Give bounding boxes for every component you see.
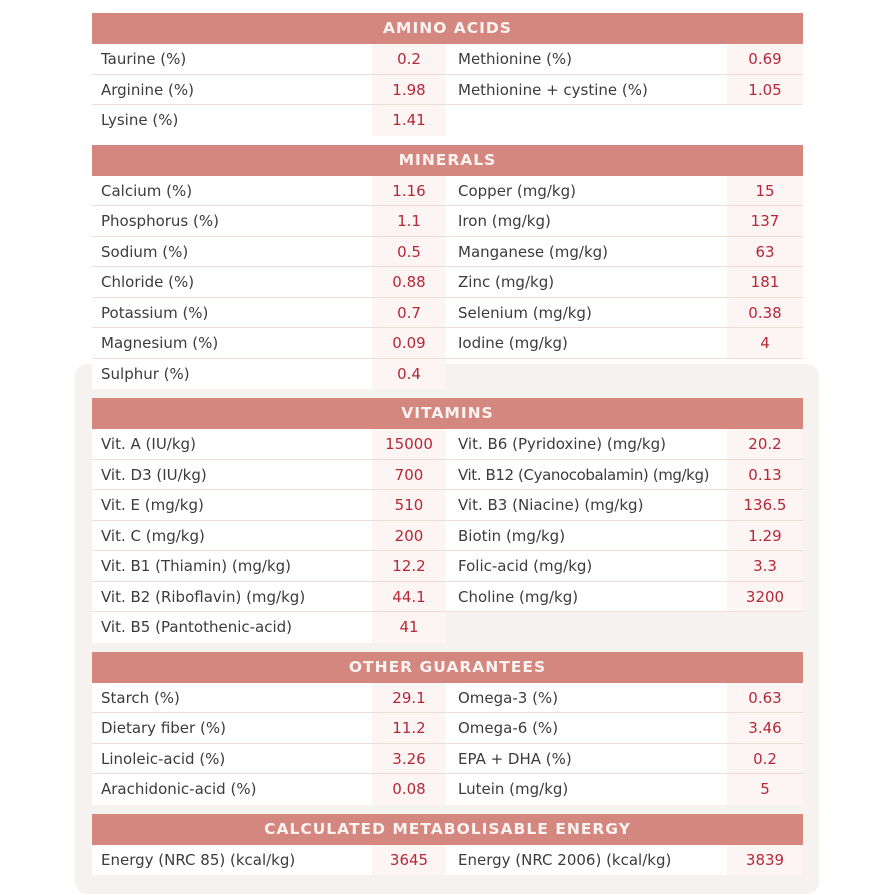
table-row [92,845,803,876]
nutrient-value: 44.1 [372,582,446,613]
nutrient-label: Choline (mg/kg) [446,582,727,613]
nutrient-label: Vit. D3 (IU/kg) [92,460,372,491]
nutrient-label: Methionine (%) [446,44,727,75]
nutrient-value [727,612,803,643]
nutrient-label: Vit. B3 (Niacine) (mg/kg) [446,490,727,521]
section-header: VITAMINS [92,398,803,429]
nutrient-value: 700 [372,460,446,491]
section-header: AMINO ACIDS [92,13,803,44]
nutrient-label: Lysine (%) [92,105,372,136]
nutrient-value: 510 [372,490,446,521]
table-row [92,551,803,582]
table-row [92,176,803,207]
nutrient-label: Iron (mg/kg) [446,206,727,237]
nutrient-label [446,105,727,136]
nutrient-value: 20.2 [727,429,803,460]
table-row [92,75,803,106]
nutrient-value: 1.05 [727,75,803,106]
nutrient-label [446,359,727,390]
nutrient-label: Energy (NRC 2006) (kcal/kg) [446,845,727,876]
nutrient-value: 1.29 [727,521,803,552]
table-row [92,490,803,521]
nutrient-label: Manganese (mg/kg) [446,237,727,268]
table-row [92,521,803,552]
nutrient-label: Starch (%) [92,683,372,714]
nutrient-label: Potassium (%) [92,298,372,329]
nutrient-value: 181 [727,267,803,298]
nutrient-value: 41 [372,612,446,643]
nutrient-value: 0.09 [372,328,446,359]
nutrient-value: 0.63 [727,683,803,714]
nutrient-value: 0.2 [727,744,803,775]
table-row [92,105,803,136]
table-row [92,582,803,613]
nutrient-label: Vit. B2 (Riboflavin) (mg/kg) [92,582,372,613]
nutrient-value: 0.7 [372,298,446,329]
nutrient-value: 0.13 [727,460,803,491]
nutrient-label: EPA + DHA (%) [446,744,727,775]
nutrient-label: Linoleic-acid (%) [92,744,372,775]
nutrient-value: 4 [727,328,803,359]
nutrient-value: 0.5 [372,237,446,268]
nutrient-value: 0.38 [727,298,803,329]
nutrient-value: 137 [727,206,803,237]
table-row [92,429,803,460]
section-amino-acids [92,13,803,136]
nutrient-value: 0.08 [372,774,446,805]
nutrient-value: 3.26 [372,744,446,775]
section-calculated-metabolisable-energy [92,814,803,876]
nutrient-label: Calcium (%) [92,176,372,207]
nutrient-value: 1.98 [372,75,446,106]
nutrient-label: Dietary fiber (%) [92,713,372,744]
table-row [92,713,803,744]
nutrient-value: 3200 [727,582,803,613]
nutrient-label: Vit. C (mg/kg) [92,521,372,552]
section-rows [92,44,803,136]
nutrient-value: 200 [372,521,446,552]
table-row [92,744,803,775]
table-row [92,328,803,359]
table-row [92,267,803,298]
section-rows [92,683,803,805]
nutrient-label: Folic-acid (mg/kg) [446,551,727,582]
nutrient-value: 1.1 [372,206,446,237]
nutrient-label: Omega-6 (%) [446,713,727,744]
nutrient-label [446,612,727,643]
nutrient-label: Copper (mg/kg) [446,176,727,207]
section-header: OTHER GUARANTEES [92,652,803,683]
section-header: MINERALS [92,145,803,176]
nutrient-value: 3.3 [727,551,803,582]
nutrient-label: Lutein (mg/kg) [446,774,727,805]
nutrient-value: 15 [727,176,803,207]
nutrient-label: Vit. E (mg/kg) [92,490,372,521]
section-vitamins [92,398,803,643]
nutrient-value [727,359,803,390]
nutrient-value: 3645 [372,845,446,876]
nutrient-label: Vit. B5 (Pantothenic-acid) [92,612,372,643]
nutrient-label: Sodium (%) [92,237,372,268]
nutrient-value: 136.5 [727,490,803,521]
nutrient-value: 3.46 [727,713,803,744]
nutrient-label: Sulphur (%) [92,359,372,390]
nutrient-label: Magnesium (%) [92,328,372,359]
nutrient-label: Vit. A (IU/kg) [92,429,372,460]
nutrient-label: Iodine (mg/kg) [446,328,727,359]
nutrient-label: Selenium (mg/kg) [446,298,727,329]
section-header: CALCULATED METABOLISABLE ENERGY [92,814,803,845]
nutrient-label: Zinc (mg/kg) [446,267,727,298]
nutrient-value: 1.41 [372,105,446,136]
nutrient-label: Methionine + cystine (%) [446,75,727,106]
nutrient-label: Vit. B6 (Pyridoxine) (mg/kg) [446,429,727,460]
nutrient-label: Taurine (%) [92,44,372,75]
nutrient-value: 0.69 [727,44,803,75]
nutrient-value: 1.16 [372,176,446,207]
nutrient-value: 11.2 [372,713,446,744]
section-other-guarantees [92,652,803,805]
nutrient-value: 12.2 [372,551,446,582]
table-row [92,359,803,390]
table-row [92,206,803,237]
nutrient-value: 5 [727,774,803,805]
nutrient-label: Vit. B1 (Thiamin) (mg/kg) [92,551,372,582]
table-row [92,237,803,268]
nutrient-value: 3839 [727,845,803,876]
nutrient-label: Phosphorus (%) [92,206,372,237]
table-row [92,683,803,714]
nutrient-value: 0.4 [372,359,446,390]
section-rows [92,176,803,390]
section-minerals [92,145,803,390]
nutrient-label: Omega-3 (%) [446,683,727,714]
nutrient-label: Arachidonic-acid (%) [92,774,372,805]
nutrient-value: 63 [727,237,803,268]
nutrient-label: Energy (NRC 85) (kcal/kg) [92,845,372,876]
table-row [92,298,803,329]
nutrient-value: 0.88 [372,267,446,298]
nutrient-value: 15000 [372,429,446,460]
table-row [92,612,803,643]
nutrient-value: 0.2 [372,44,446,75]
nutrient-label: Vit. B12 (Cyanocobalamin) (mg/kg) [446,460,727,491]
nutrient-label: Chloride (%) [92,267,372,298]
table-row [92,460,803,491]
nutrient-value [727,105,803,136]
table-row [92,774,803,805]
nutrient-value: 29.1 [372,683,446,714]
nutrition-table [92,13,803,884]
section-rows [92,429,803,643]
table-row [92,44,803,75]
nutrient-label: Arginine (%) [92,75,372,106]
nutrient-label: Biotin (mg/kg) [446,521,727,552]
section-rows [92,845,803,876]
